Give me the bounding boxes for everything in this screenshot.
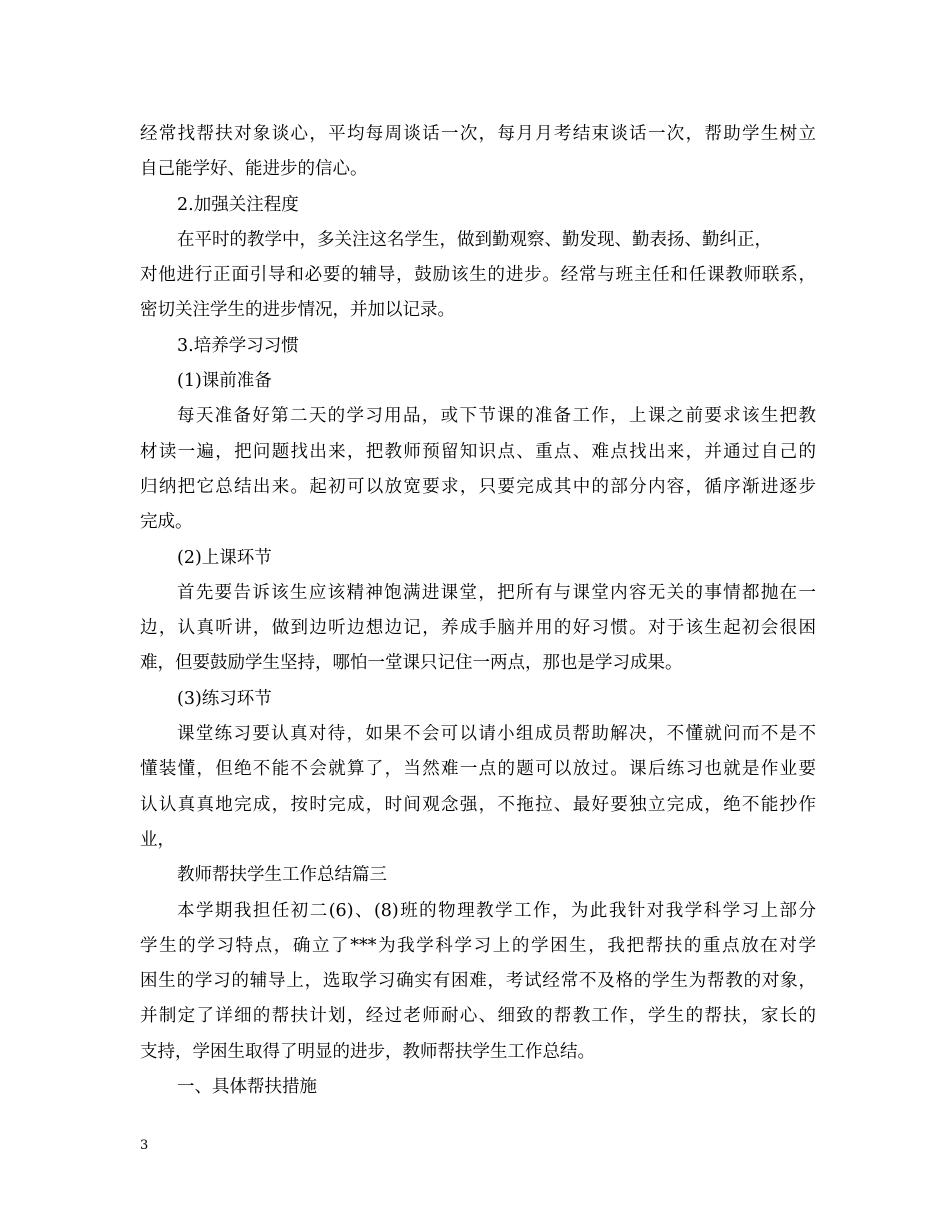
- section-heading: 2.加强关注程度: [177, 194, 299, 215]
- paragraph-line: 业，: [140, 829, 175, 850]
- paragraph-line: 对他进行正面引导和必要的辅导，鼓励该生的进步。经常与班主任和任课教师联系，: [140, 265, 816, 286]
- subsection-heading: (3)练习环节: [177, 688, 272, 709]
- subsection-heading: (2)上课环节: [177, 547, 272, 568]
- paragraph-line: 在平时的教学中，多关注这名学生，做到勤观察、勤发现、勤表扬、勤纠正，: [177, 229, 772, 250]
- paragraph-line: 归纳把它总结出来。起初可以放宽要求，只要完成其中的部分内容，循序渐进逐步: [140, 476, 816, 497]
- section-heading: 一、具体帮扶措施: [177, 1077, 317, 1098]
- paragraph-line: 边，认真听讲，做到边听边想边记，养成手脑并用的好习惯。对于该生起初会很困: [140, 618, 816, 639]
- paragraph-line: 完成。: [140, 512, 193, 533]
- paragraph-line: 懂装懂，但绝不能不会就算了，当然难一点的题可以放过。课后练习也就是作业要: [140, 759, 816, 780]
- paragraph-line: 经常找帮扶对象谈心，平均每周谈话一次，每月月考结束谈话一次，帮助学生树立: [140, 124, 816, 144]
- document-body: [140, 117, 816, 1105]
- page-number: 3: [140, 1138, 149, 1153]
- paragraph-line: 支持，学困生取得了明显的进步，教师帮扶学生工作总结。: [140, 1041, 595, 1062]
- paragraph-line: 首先要告诉该生应该精神饱满进课堂，把所有与课堂内容无关的事情都抛在一: [177, 582, 816, 603]
- paragraph-line: 每天准备好第二天的学习用品，或下节课的准备工作，上课之前要求该生把教: [177, 406, 816, 427]
- paragraph-line: 认认真真地完成，按时完成，时间观念强，不拖拉、最好要独立完成，绝不能抄作: [140, 794, 816, 815]
- paragraph-line: 课堂练习要认真对待，如果不会可以请小组成员帮助解决，不懂就问而不是不: [177, 724, 816, 745]
- paragraph-line: 困生的学习的辅导上，选取学习确实有困难，考试经常不及格的学生为帮教的对象，: [140, 971, 816, 992]
- paragraph-line: 学生的学习特点，确立了***为我学科学习上的学困生，我把帮扶的重点放在对学: [140, 935, 816, 956]
- subsection-heading: (1)课前准备: [177, 371, 272, 392]
- section-heading: 3.培养学习习惯: [177, 335, 299, 356]
- paragraph-line: 本学期我担任初二(6)、(8)班的物理教学工作，为此我针对我学科学习上部分: [177, 900, 816, 921]
- paragraph-line: 并制定了详细的帮扶计划，经过老师耐心、细致的帮教工作，学生的帮扶，家长的: [140, 1006, 816, 1027]
- article-heading: 教师帮扶学生工作总结篇三: [177, 865, 387, 886]
- paragraph-line: 难，但要鼓励学生坚持，哪怕一堂课只记住一两点，那也是学习成果。: [140, 653, 683, 674]
- paragraph-line: 密切关注学生的进步情况，并加以记录。: [140, 300, 455, 321]
- paragraph-line: 自己能学好、能进步的信心。: [140, 159, 368, 180]
- paragraph-line: 材读一遍，把问题找出来，把教师预留知识点、重点、难点找出来，并通过自己的: [140, 441, 816, 462]
